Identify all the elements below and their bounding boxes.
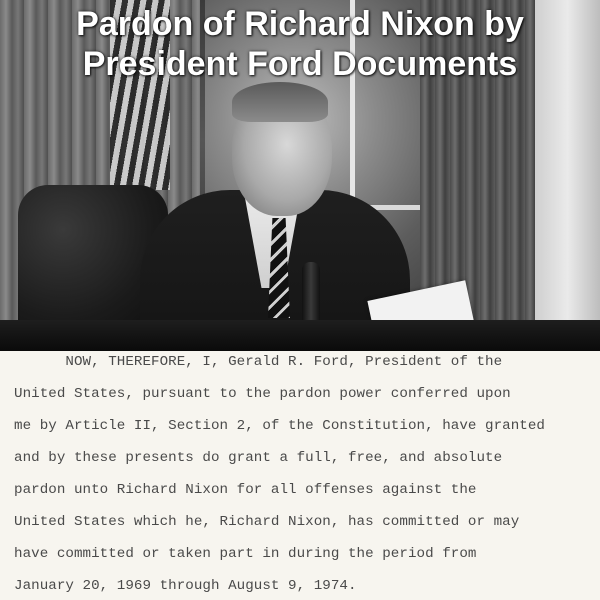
document-line: and by these presents do grant a full, free, and absolute bbox=[14, 450, 503, 466]
document-line: NOW, THEREFORE, I, Gerald R. Ford, President of the bbox=[14, 354, 503, 370]
title-line-1: Pardon of Richard Nixon by bbox=[76, 5, 524, 43]
title-line-2: President Ford Documents bbox=[82, 45, 518, 83]
document-line: pardon unto Richard Nixon for all offenses against the bbox=[14, 482, 477, 498]
page-title bbox=[0, 4, 600, 84]
resolute-desk bbox=[0, 320, 600, 351]
document-line: United States, pursuant to the pardon power conferred upon bbox=[14, 386, 511, 402]
document-line: have committed or taken part in during the period from bbox=[14, 546, 477, 562]
ford-hair bbox=[232, 82, 328, 122]
document-line: January 20, 1969 through August 9, 1974. bbox=[14, 578, 357, 594]
document-line: me by Article II, Section 2, of the Constitution, have granted bbox=[14, 418, 545, 434]
document-line: United States which he, Richard Nixon, has committed or may bbox=[14, 514, 520, 530]
pardon-proclamation-excerpt bbox=[0, 351, 600, 600]
